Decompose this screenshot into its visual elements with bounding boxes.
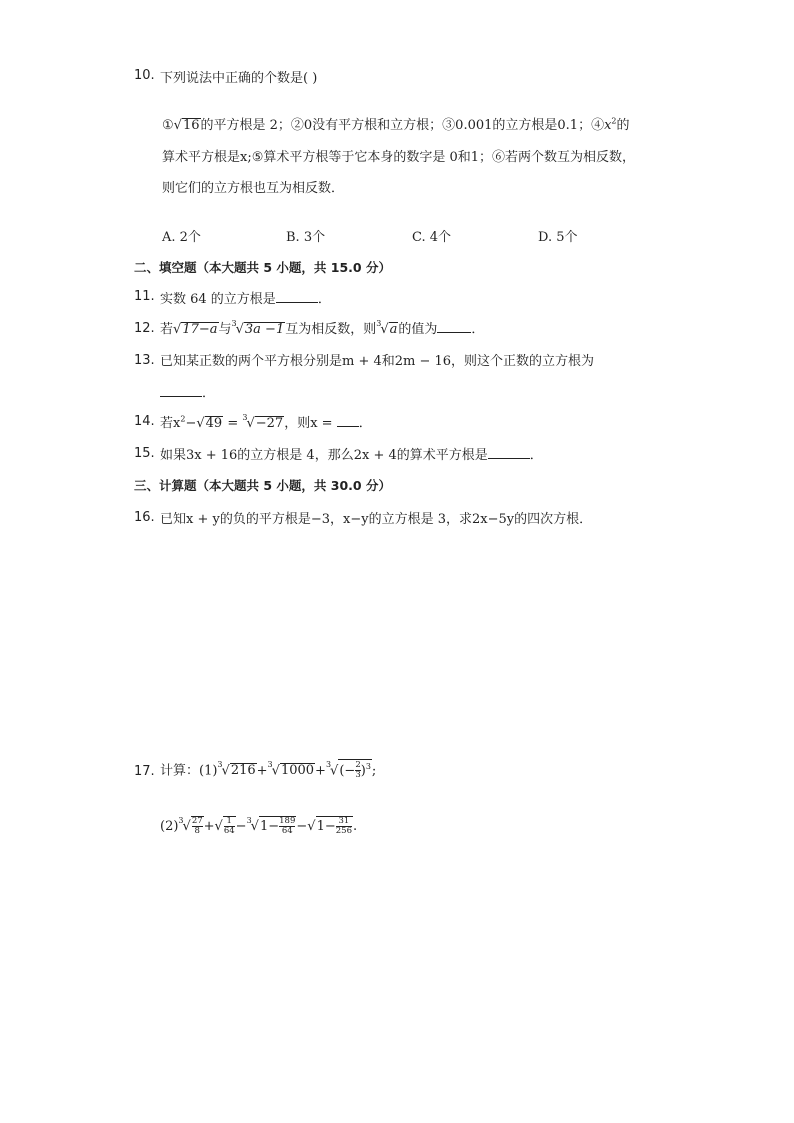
q15-end: ． bbox=[529, 448, 543, 463]
radicand-16: 16 bbox=[182, 118, 200, 133]
section-fill-blank-heading: 二、填空题（本大题共 5 小题，共 15.0 分） bbox=[134, 260, 391, 275]
sqrt-sign: √ bbox=[221, 763, 230, 779]
radicand-27-8 bbox=[191, 816, 204, 836]
q10-line1-text: 的平方根是 2；②0没有平方根和立方根；③0.001的立方根是0.1；④ bbox=[200, 118, 605, 133]
q14-minus: − bbox=[185, 416, 197, 431]
sqrt-sign: √ bbox=[214, 819, 223, 834]
sqrt-sign: √ bbox=[246, 416, 255, 431]
radicand-1-minus-189-64 bbox=[259, 816, 296, 836]
root-index: 3 bbox=[231, 319, 237, 328]
denominator: 64 bbox=[279, 826, 295, 836]
minus: − bbox=[296, 819, 308, 834]
denominator: 64 bbox=[223, 826, 235, 836]
q13-end: ． bbox=[202, 386, 216, 401]
fraction-27-8 bbox=[192, 817, 203, 836]
q12-text-b: 与 bbox=[218, 322, 232, 337]
q10-option-c[interactable]: C. 4个 bbox=[412, 230, 452, 245]
q14-line bbox=[160, 412, 372, 431]
q11-text: 实数 64 的立方根是 bbox=[160, 292, 276, 307]
sqrt-sign: √ bbox=[380, 322, 389, 337]
q12-text-c: 互为相反数，则 bbox=[285, 322, 377, 337]
q13-line2 bbox=[160, 382, 215, 401]
radicand-216: 216 bbox=[230, 763, 256, 779]
q14-answer-blank[interactable] bbox=[337, 414, 359, 427]
root-index: 3 bbox=[242, 413, 248, 422]
root-index: 3 bbox=[325, 760, 332, 770]
sqrt-sign: √ bbox=[173, 118, 182, 133]
q17-part2 bbox=[160, 816, 357, 836]
q10-option-b[interactable]: B. 3个 bbox=[286, 230, 326, 245]
q14-equals: = bbox=[223, 416, 243, 431]
q17-label-2: (2) bbox=[160, 819, 179, 834]
numerator: 31 bbox=[338, 816, 350, 826]
q17-end1: ; bbox=[371, 763, 377, 779]
denominator: 8 bbox=[192, 826, 203, 836]
numerator: 27 bbox=[191, 816, 203, 826]
q10-option-a[interactable]: A. 2个 bbox=[162, 230, 201, 245]
radicand-neg27: −27 bbox=[255, 416, 284, 431]
minus: − bbox=[344, 763, 356, 779]
q11-answer-blank[interactable] bbox=[276, 290, 318, 303]
sqrt-sign: √ bbox=[173, 322, 182, 337]
q12-end: ． bbox=[471, 322, 485, 337]
denominator: 256 bbox=[335, 826, 352, 836]
fraction-31-256 bbox=[336, 817, 352, 836]
plus: + bbox=[203, 819, 215, 834]
q15-text: 如果3x + 16的立方根是 4，那么2x + 4的算术平方根是 bbox=[160, 448, 488, 463]
plus: + bbox=[256, 763, 268, 779]
q17-end2: . bbox=[352, 819, 358, 834]
q14-number: 14. bbox=[134, 414, 155, 429]
q10-line1 bbox=[162, 114, 630, 133]
one-minus: 1− bbox=[259, 819, 280, 834]
q12-text-a: 若 bbox=[160, 322, 174, 337]
q13-number: 13. bbox=[134, 353, 155, 368]
q15-number: 15. bbox=[134, 446, 155, 461]
sqrt-sign: √ bbox=[182, 819, 191, 834]
root-index: 3 bbox=[178, 816, 184, 825]
sqrt-sign: √ bbox=[235, 322, 244, 337]
numerator: 1 bbox=[226, 816, 232, 826]
radicand-49: 49 bbox=[205, 416, 223, 431]
q12-text-d: 的值为 bbox=[398, 322, 438, 337]
q12-line bbox=[160, 318, 484, 337]
q15-answer-blank[interactable] bbox=[488, 446, 530, 459]
radicand-neg-two-thirds-cubed: (− $\frac{2}{3}$ )$^3$ bbox=[339, 760, 371, 781]
root-index: 3 bbox=[246, 816, 252, 825]
q16-text: 已知x + y的负的平方根是−3，x−y的立方根是 3，求2x−5y的四次方根． bbox=[160, 512, 593, 527]
q13-text: 已知某正数的两个平方根分别是m + 4和2m − 16，则这个正数的立方根为 bbox=[160, 354, 595, 369]
q10-number: 10. bbox=[134, 68, 155, 83]
one-minus: 1− bbox=[316, 819, 336, 834]
root-index: 3 bbox=[267, 760, 273, 770]
sqrt-sign: √ bbox=[271, 763, 280, 779]
numerator: 189 bbox=[279, 816, 296, 826]
x-var: x bbox=[604, 118, 612, 133]
radicand-17-a: 17−a bbox=[182, 322, 218, 337]
minus: − bbox=[235, 819, 247, 834]
q15-line bbox=[160, 444, 543, 463]
radicand-1-64 bbox=[223, 816, 236, 836]
q10-stem: 下列说法中正确的个数是( ) bbox=[160, 71, 318, 86]
fraction-189-64 bbox=[279, 817, 295, 836]
fraction-2-3 bbox=[355, 761, 360, 780]
q13-answer-blank[interactable] bbox=[160, 384, 202, 397]
q10-option-d[interactable]: D. 5个 bbox=[538, 230, 578, 245]
q17-number: 17. bbox=[134, 764, 155, 779]
q17-label-1: 计算：(1) bbox=[160, 763, 218, 779]
q17-part1 bbox=[160, 759, 376, 780]
radicand-a: a bbox=[389, 322, 398, 337]
section-calculation-heading: 三、计算题（本大题共 5 小题，共 30.0 分） bbox=[134, 478, 391, 493]
q12-answer-blank[interactable] bbox=[437, 320, 471, 333]
sqrt-sign: √ bbox=[307, 819, 316, 834]
q16-number: 16. bbox=[134, 510, 155, 525]
radicand-1-minus-31-256 bbox=[316, 816, 353, 836]
exponent: 2 bbox=[611, 116, 617, 126]
circled-1: ① bbox=[162, 118, 174, 133]
q14-text-d: ，则x = bbox=[284, 416, 337, 431]
q14-text-a: 若x bbox=[160, 416, 181, 431]
exponent: 3 bbox=[365, 762, 371, 771]
denominator: 3 bbox=[355, 770, 361, 781]
q10-line1-end: 的 bbox=[616, 118, 630, 133]
q11-line bbox=[160, 288, 331, 307]
q11-end: ． bbox=[317, 292, 331, 307]
radicand-1000: 1000 bbox=[280, 763, 315, 779]
radicand-3a-1: 3a −1 bbox=[244, 322, 285, 337]
root-index: 3 bbox=[376, 319, 382, 328]
sqrt-sign: √ bbox=[196, 416, 205, 431]
numerator: 2 bbox=[355, 760, 361, 771]
sqrt-sign: √ bbox=[330, 763, 339, 779]
exponent: 2 bbox=[180, 414, 186, 424]
q10-line3: 则它们的立方根也互为相反数． bbox=[162, 181, 345, 196]
q10-line2: 算术平方根是x;⑤算术平方根等于它本身的数字是 0和1；⑥若两个数互为相反数， bbox=[162, 150, 636, 165]
plus: + bbox=[315, 763, 326, 779]
sqrt-sign: √ bbox=[250, 819, 259, 834]
q12-number: 12. bbox=[134, 321, 155, 336]
root-index: 3 bbox=[217, 760, 223, 770]
q14-end: ． bbox=[358, 416, 372, 431]
q11-number: 11. bbox=[134, 289, 155, 304]
fraction-1-64 bbox=[224, 817, 235, 836]
